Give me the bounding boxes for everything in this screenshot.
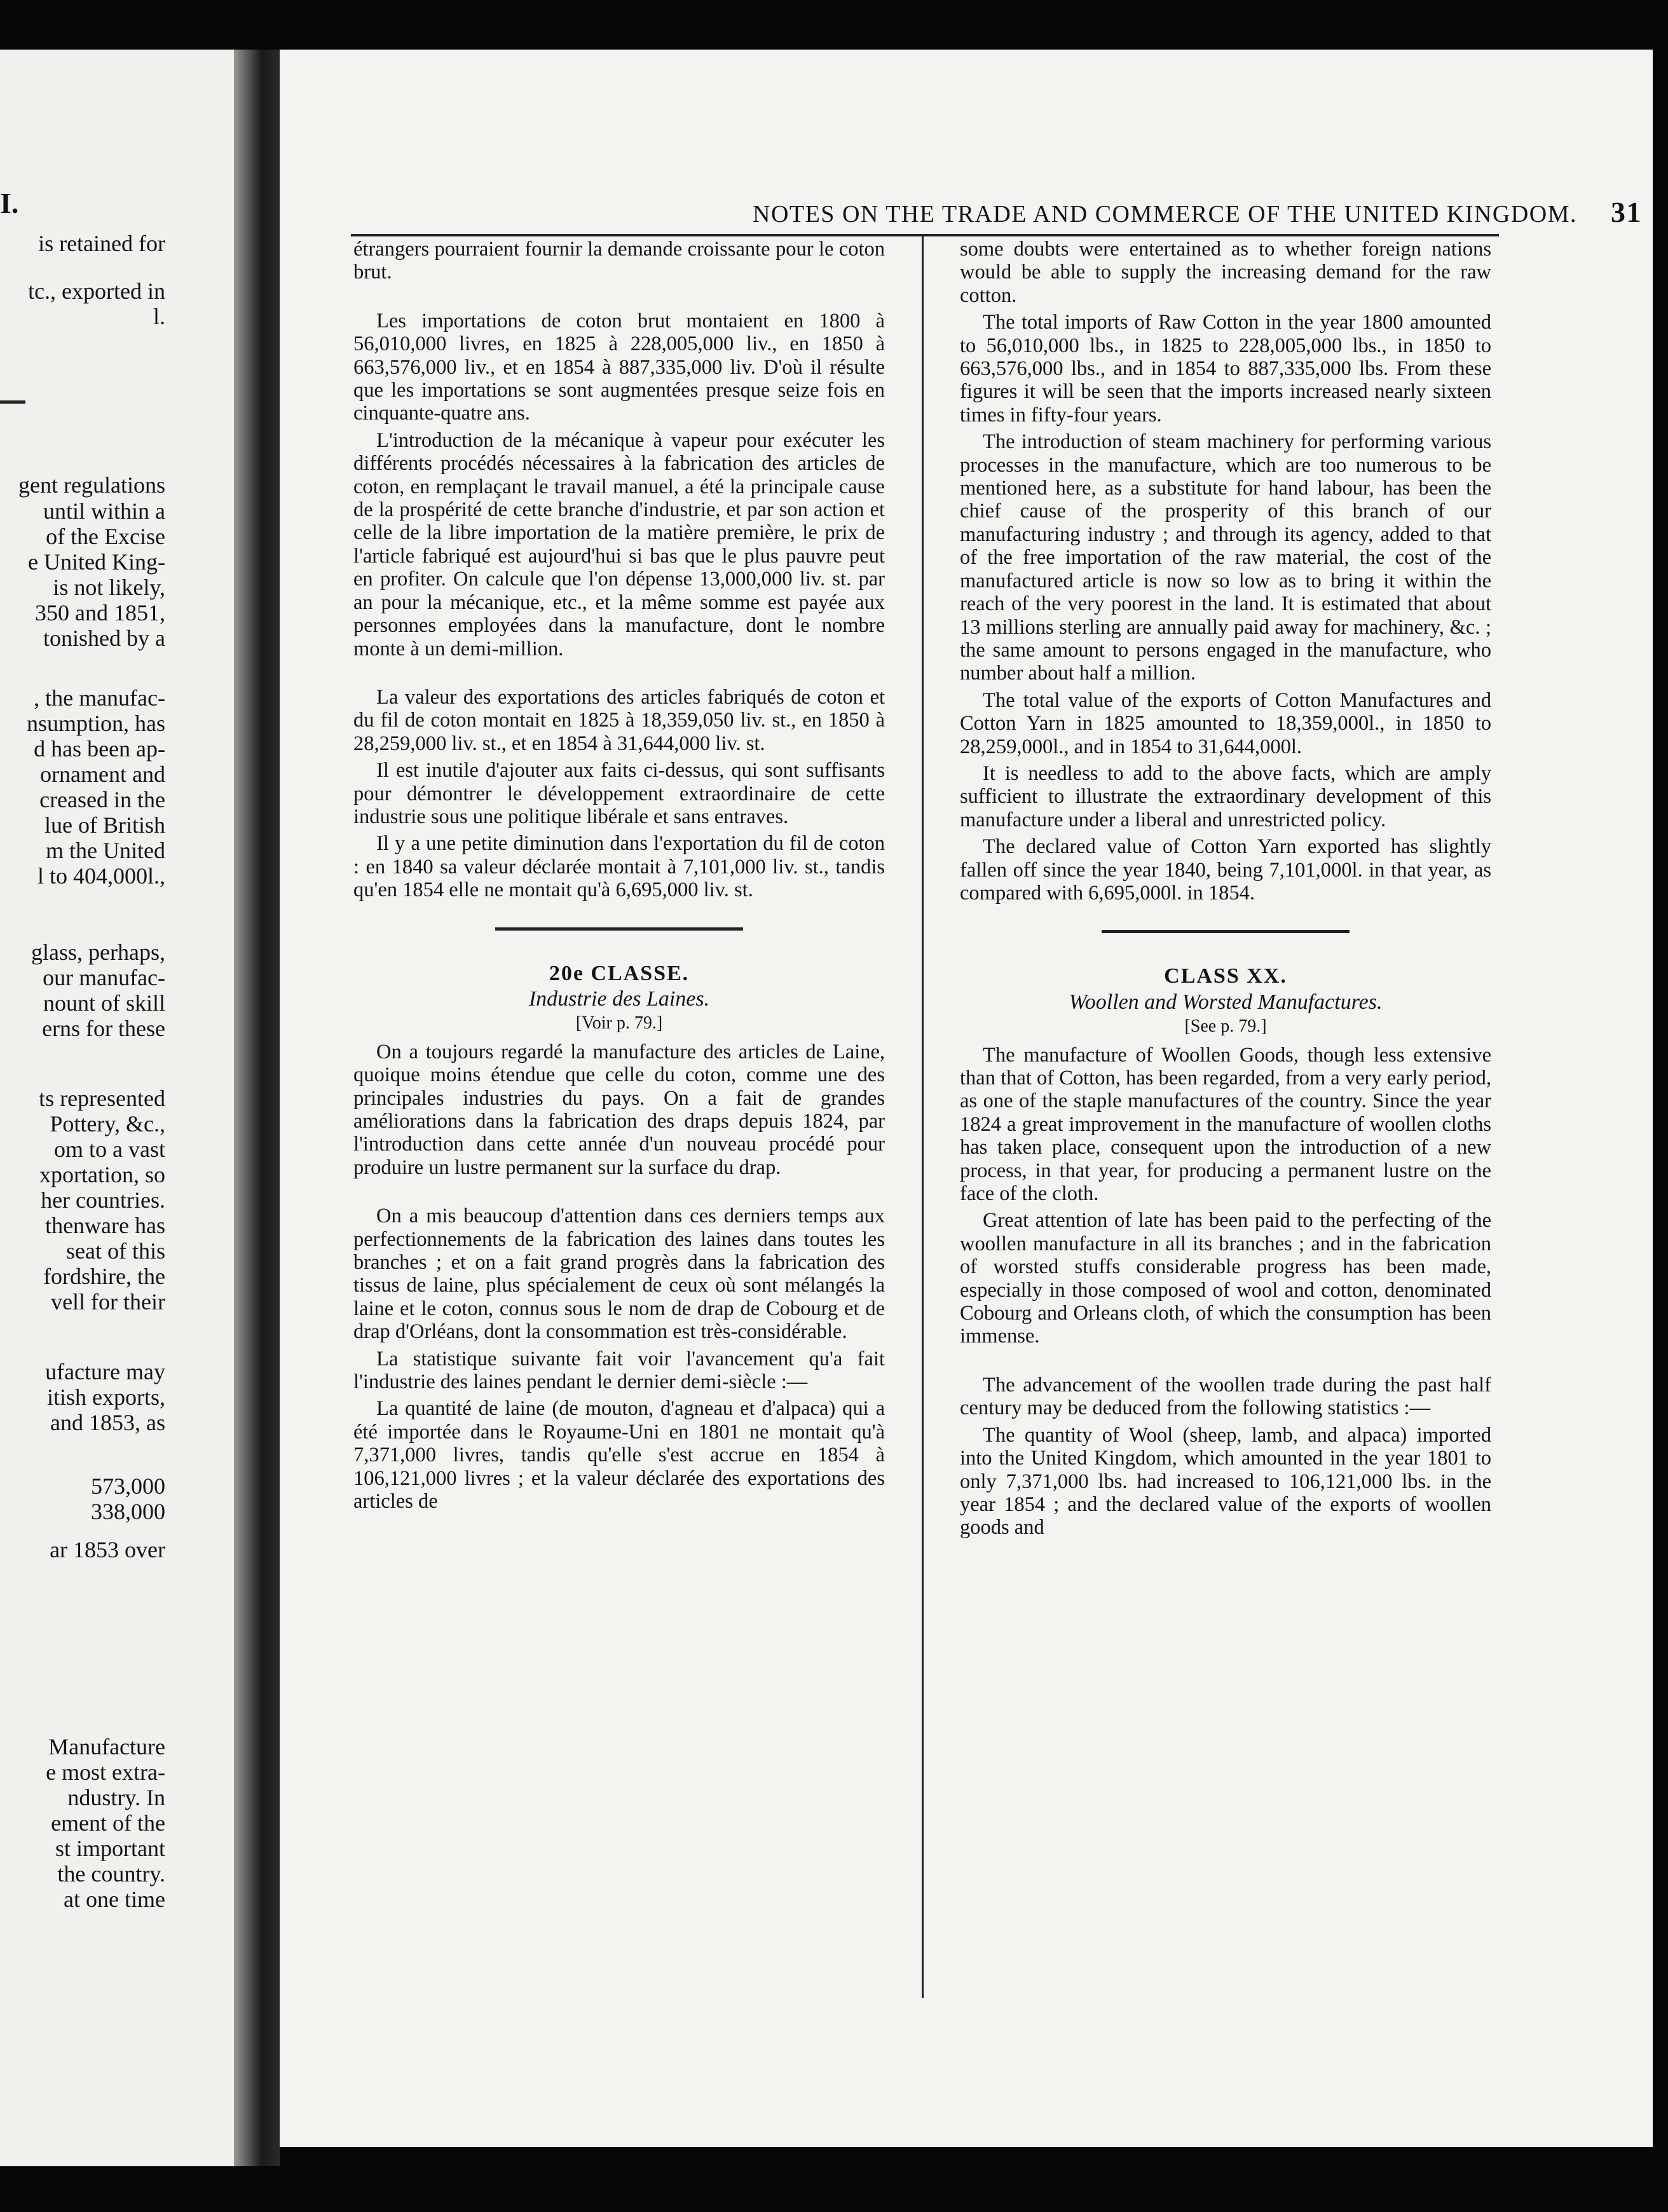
facing-page-line: gent regulations: [18, 472, 165, 498]
column-divider: [922, 234, 924, 1998]
facing-page-line: e United King-: [28, 549, 165, 575]
facing-page-line: thenware has: [45, 1213, 165, 1238]
facing-page-line: vell for their: [51, 1289, 165, 1314]
facing-page-line: of the Excise: [46, 524, 165, 549]
facing-page-line: ar 1853 over: [50, 1537, 165, 1562]
facing-page-line: is retained for: [38, 231, 165, 256]
paragraph: The total imports of Raw Cotton in the year 1800 amounted to 56,010,000 lbs., in 1825 to 228,005,000 lbs., in 1850 to 663,576,000 lbs., and in 1854 to 887,335,000 lbs. From these figures it will be seen that the imports increased nearly sixteen times in fifty-four years.: [960, 311, 1491, 427]
header-rule: [351, 234, 1499, 236]
book-gutter: [234, 50, 280, 2166]
paragraph: étrangers pourraient fournir la demande croissante pour le coton brut.: [353, 238, 885, 284]
french-column: [353, 238, 885, 1517]
facing-page-line: the country.: [57, 1861, 165, 1887]
facing-page-line: ndustry. In: [67, 1785, 165, 1810]
french-section-rule: [495, 927, 743, 931]
facing-page-line: seat of this: [66, 1238, 165, 1264]
facing-page-line: and 1853, as: [50, 1410, 165, 1435]
french-paragraphs-2: [353, 1041, 885, 1513]
french-section-ref: [Voir p. 79.]: [575, 1013, 663, 1034]
facing-page-line: nsumption, has: [26, 711, 165, 736]
facing-page-line: , the manufac-: [34, 685, 165, 711]
paragraph: On a toujours regardé la manufacture des articles de Laine, quoique moins étendue que celle du coton, comme une des principales industries du pays. On a fait de grandes améliorations dans la fabrication des draps depuis 1824, par l'introduction dans cette année d'un nouveau procédé pour produire un lustre permanent sur la surface du drap.: [353, 1040, 885, 1179]
paragraph: The introduction of steam machinery for performing various processes in the manufacture, which are too numerous to be mentioned here, as a substitute for hand labour, has been the chief cause of the prosperity of this branch of our manufacturing industry ; and through its agency, added to that of the free importation of the raw material, the cost of the manufactured article is now so low as to bring it within the reach of the very poorest in the land. It is estimated that about 13 millions sterling are annually paid away for machinery, &c. ; the same amount to persons engaged in the manufacture, who number about half a million.: [960, 430, 1491, 685]
running-head-title: NOTES ON THE TRADE AND COMMERCE OF THE UNITED KINGDOM.: [753, 201, 1577, 228]
facing-page-line: ement of the: [51, 1810, 165, 1836]
facing-page-line: ts represented: [39, 1086, 165, 1111]
english-section-subtitle: Woollen and Worsted Manufactures.: [1069, 990, 1383, 1014]
french-section-title: 20e CLASSE.: [549, 961, 690, 985]
facing-page-line: 573,000: [91, 1473, 165, 1499]
facing-page-line: our manufac-: [43, 965, 165, 990]
facing-page-rule: [0, 400, 25, 404]
facing-page-line: at one time: [64, 1887, 165, 1912]
french-section-subtitle: Industrie des Laines.: [528, 987, 710, 1011]
facing-page-line: Pottery, &c.,: [50, 1111, 165, 1137]
facing-page-line: tonished by a: [43, 625, 165, 651]
paragraph: Great attention of late has been paid to the perfecting of the woollen manufacture in all its branches ; and in the fabrication of worsted stuffs considerable progress has been made, especially in those composed of wool and cotton, denominated Cobourg and Orleans cloth, of which the consumption has been immense.: [960, 1209, 1491, 1348]
facing-page-fragment: [0, 50, 234, 2166]
page-number: 31: [1611, 196, 1642, 228]
paragraph: The quantity of Wool (sheep, lamb, and alpaca) imported into the United Kingdom, which amounted in the year 1801 to only 7,371,000 lbs. had increased to 106,121,000 lbs. in the year 1854 ; and the declared value of the exports of woollen goods and: [960, 1423, 1491, 1540]
english-paragraphs: [960, 238, 1491, 905]
paragraph: The manufacture of Woollen Goods, though less extensive than that of Cotton, has been regarded, from a very early period, as one of the staple manufactures of the country. Since the year 1824 a great improvement in the manufacture of woollen cloths has taken place, consequent upon the introduction of a new process, in that year, for producing a permanent lustre on the face of the cloth.: [960, 1043, 1491, 1206]
paragraph: The total value of the exports of Cotton Manufactures and Cotton Yarn in 1825 amounted to 18,359,000l., in 1850 to 28,259,000l., and in 1854 to 31,644,000l.: [960, 688, 1491, 758]
paragraph: La statistique suivante fait voir l'avancement qu'a fait l'industrie des laines pendant le dernier demi-siècle :—: [353, 1347, 885, 1394]
paragraph: Il est inutile d'ajouter aux faits ci-dessus, qui sont suffisants pour démontrer le développement extraordinaire de cette industrie sous une politique libérale et sans entraves.: [353, 759, 885, 828]
facing-page-header: I.: [0, 187, 19, 219]
paragraph: It is needless to add to the above facts, which are amply sufficient to illustrate the extraordinary development of this manufacture under a liberal and unrestricted policy.: [960, 761, 1491, 831]
facing-page-line: m the United: [46, 838, 165, 863]
page: [280, 50, 1653, 2147]
english-column: [960, 238, 1491, 1543]
facing-page-line: is not likely,: [53, 575, 165, 600]
facing-page-line: Manufacture: [48, 1734, 165, 1759]
facing-page-line: until within a: [43, 498, 165, 524]
paragraph: some doubts were entertained as to whether foreign nations would be able to supply the increasing demand for the raw cotton.: [960, 238, 1491, 307]
paragraph: La valeur des exportations des articles fabriqués de coton et du fil de coton montait en 1825 à 18,359,050 liv. st., en 1850 à 28,259,000 liv. st., et en 1854 à 31,644,000 liv. st.: [353, 685, 885, 755]
facing-page-line: e most extra-: [46, 1759, 165, 1785]
facing-page-line: glass, perhaps,: [31, 939, 165, 965]
facing-page-line: creased in the: [39, 787, 165, 812]
facing-page-line: l to 404,000l.,: [37, 863, 165, 889]
facing-page-line: d has been ap-: [34, 736, 165, 761]
facing-page-line: lue of British: [44, 812, 165, 838]
facing-page-line: ufacture may: [45, 1359, 165, 1384]
facing-page-line: om to a vast: [54, 1137, 165, 1162]
facing-page-line: nount of skill: [43, 990, 165, 1016]
facing-page-line: xportation, so: [39, 1162, 165, 1187]
english-section-title: CLASS XX.: [1164, 964, 1287, 988]
paragraph: L'introduction de la mécanique à vapeur pour exécuter les différents procédés nécessaires à la fabrication des articles de coton, en remplaçant le travail manuel, a été la principale cause de la prospérité de cette branche d'industrie, et par son action et celle de la libre importation de la matière première, le prix de l'article fabriqué est aujourd'hui si bas que le plus pauvre peut en profiter. On calcule que l'on dépense 13,000,000 liv. st. par an pour la mécanique, etc., et la même somme est payée aux personnes employées dans la manufacture, dont le nombre monte à un demi-million.: [353, 428, 885, 660]
paragraph: The declared value of Cotton Yarn exported has slightly fallen off since the year 1840, being 7,101,000l. in that year, as compared with 6,695,000l. in 1854.: [960, 835, 1491, 905]
facing-page-line: itish exports,: [47, 1384, 165, 1410]
facing-page-line: ornament and: [40, 761, 165, 787]
english-section-ref: [See p. 79.]: [1184, 1016, 1267, 1037]
paragraph: Les importations de coton brut montaient en 1800 à 56,010,000 livres, en 1825 à 228,005,000 liv., en 1850 à 663,576,000 liv., et en 1854 à 887,335,000 liv. D'où il résulte que les importations se sont augmentées presque seize fois en cinquante-quatre ans.: [353, 309, 885, 425]
french-paragraphs: [353, 238, 885, 902]
facing-page-line: 338,000: [91, 1499, 165, 1524]
paragraph: Il y a une petite diminution dans l'exportation du fil de coton : en 1840 sa valeur déclarée montait à 7,101,000 liv. st., tandis qu'en 1854 elle ne montait qu'à 6,695,000 liv. st.: [353, 832, 885, 902]
paragraph: The advancement of the woollen trade during the past half century may be deduced from the following statistics :—: [960, 1373, 1491, 1420]
facing-page-line: l.: [153, 304, 165, 329]
english-section-rule: [1102, 930, 1350, 933]
facing-page-line: tc., exported in: [28, 278, 165, 304]
paragraph: La quantité de laine (de mouton, d'agneau et d'alpaca) qui a été importée dans le Royaume-Uni en 1801 ne montait qu'à 7,371,000 livres, tandis qu'elle s'est accrue en 1854 à 106,121,000 livres ; et la valeur déclarée des exportations des articles de: [353, 1397, 885, 1513]
paragraph: On a mis beaucoup d'attention dans ces derniers temps aux perfectionnements de la fabrication des laines dans toutes les branches ; et on a fait grand progrès dans la fabrication des tissus de laine, plus spécialement de ceux où sont mélangés la laine et le coton, connus sous le nom de drap de Cobourg et de drap d'Orléans, dont la consommation est très-considérable.: [353, 1205, 885, 1344]
facing-page-line: 350 and 1851,: [35, 600, 165, 625]
facing-page-line: fordshire, the: [43, 1264, 165, 1289]
english-paragraphs-2: [960, 1044, 1491, 1540]
facing-page-line: her countries.: [41, 1187, 165, 1213]
facing-page-line: st important: [55, 1836, 165, 1861]
facing-page-line: erns for these: [42, 1016, 165, 1041]
